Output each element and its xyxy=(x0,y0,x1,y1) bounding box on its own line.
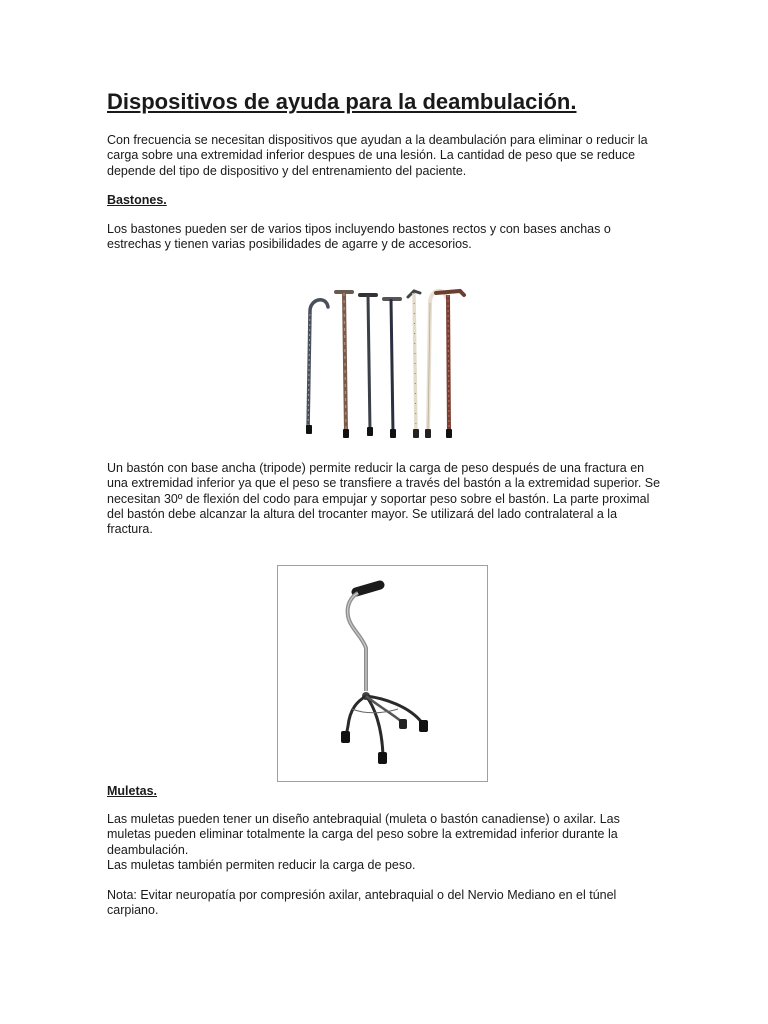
cane-crook-icon xyxy=(306,300,328,434)
bastones-paragraph: Los bastones pueden ser de varios tipos incluyendo bastones rectos y con bases anchas o estrechas y tienen varias posibilidades de agarre y de accesorios. xyxy=(107,222,611,252)
cane-offset-icon xyxy=(408,291,420,438)
muletas-paragraph-2: Las muletas también permiten reducir la carga de peso. xyxy=(107,858,416,872)
section-heading-bastones: Bastones. xyxy=(107,193,167,207)
tripode-paragraph: Un bastón con base ancha (tripode) permite reducir la carga de peso después de una fractura en una extremidad inferior ya que el peso se transfiere a través del bastón a la extremidad superior. Se necesitan 30º de flexión del codo para empujar y soportar peso sobre el bastón. La parte proximal del bastón debe alcanzar la altura del trocanter mayor. Se utilizará del lado contralateral a la fractura. xyxy=(107,461,661,537)
cane-crook-cream-icon xyxy=(425,291,446,438)
muletas-paragraph-1: Las muletas pueden tener un diseño antebraquial (muleta o bastón canadiense) o axilar. Las muletas pueden eliminar totalmente la carga del peso sobre la extremidad inferior durante la deambulación. xyxy=(107,812,620,857)
cane-t-handle-icon xyxy=(360,295,376,436)
intro-paragraph: Con frecuencia se necesitan dispositivos que ayudan a la deambulación para eliminar o reducir la carga sobre una extremidad inferior despues de una lesión. La cantidad de peso que se reduce depende del tipo de dispositivo y del entrenamiento del paciente. xyxy=(107,133,648,178)
quad-cane-icon xyxy=(341,585,428,764)
cane-t-handle-blue-icon xyxy=(384,299,400,438)
section-heading-muletas: Muletas. xyxy=(107,784,158,798)
note-paragraph: Nota: Evitar neuropatía por compresión axilar, antebraquial o del Nervio Mediano en el túnel carpiano. xyxy=(107,888,617,918)
cane-carved-icon xyxy=(436,291,464,438)
quad-cane-image xyxy=(277,565,488,782)
canes-image xyxy=(300,283,470,439)
cane-derby-icon xyxy=(336,292,352,438)
page-title: Dispositivos de ayuda para la deambulación. xyxy=(107,89,577,114)
